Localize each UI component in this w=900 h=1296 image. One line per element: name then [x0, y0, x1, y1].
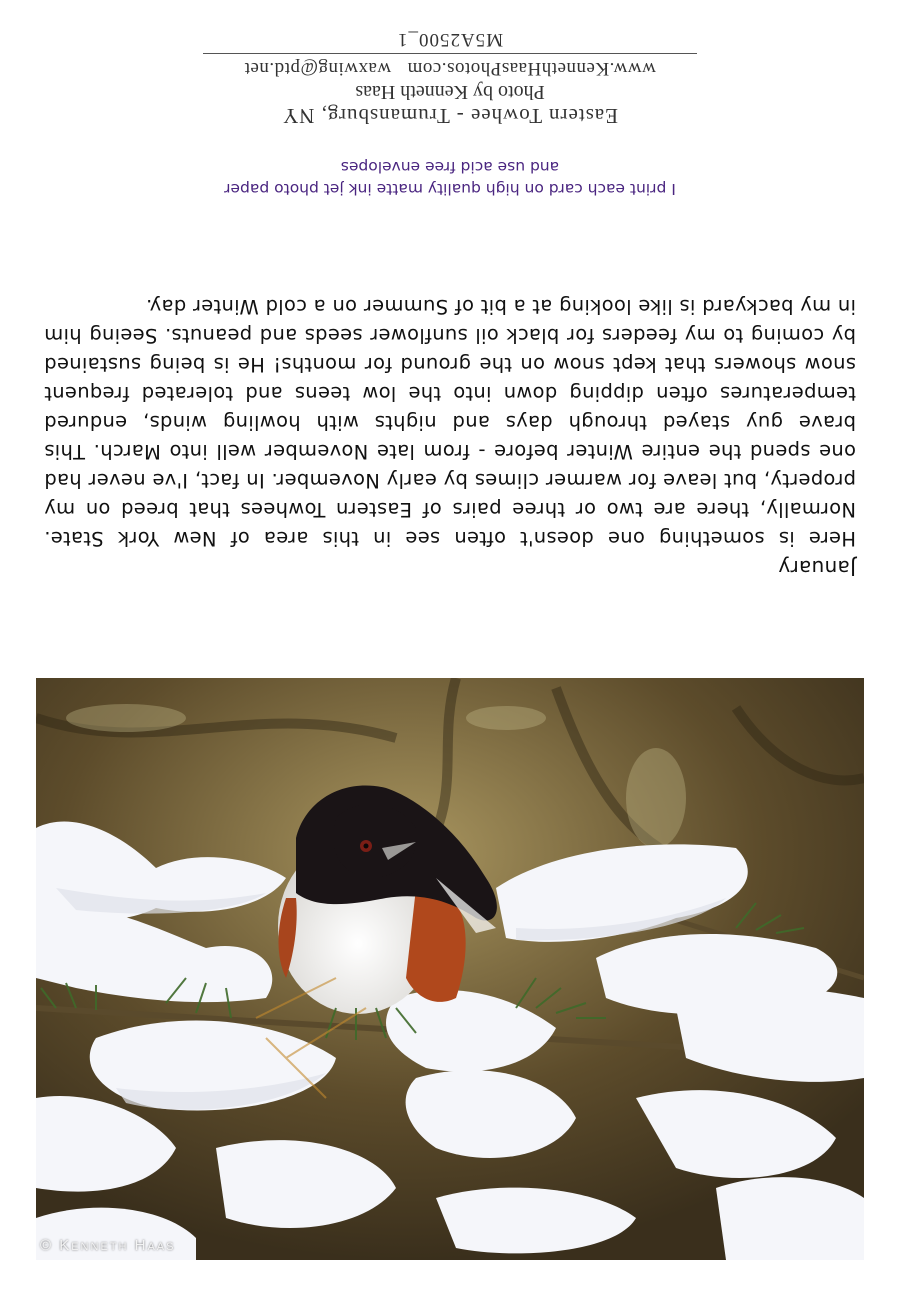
paper-note-line2: and use acid free envelopes: [340, 158, 560, 176]
website-text: www.KennethHaasPhotos.com: [407, 58, 656, 79]
photo-copyright: © Kenneth Haas: [40, 1237, 176, 1254]
card-message: [44, 292, 856, 582]
message-body: Here is something one doesn't often see in this area of New York State. Normally, there are two or three pairs of Eastern Towhees that breed on my property, but leave for warmer climes by early November. In fact, I've never had one spend the entire Winter before - from late November well into March. This brave guy stayed through days and nights with howling winds, endured temperatures often dipping down into the low teens and tolerated frequent snow showers that kept snow on the ground for months! He is being sustained by coming to my feeders for black oil sunflower seeds and peanuts. Seeing him in my backyard is like looking at a bit of Summer on a cold Winter day.: [44, 295, 856, 550]
paper-note: [0, 156, 900, 200]
contact-line: [0, 54, 900, 80]
month-label: January: [778, 556, 856, 580]
photo-illustration: [36, 678, 864, 1260]
towhee-photo: [36, 678, 864, 1260]
paper-note-line1: I print each card on high quality matte ink jet photo paper: [224, 180, 676, 198]
email-text: waxwing@ptd.net: [244, 58, 392, 79]
photo-title: Eastern Towhee - Trumansburg, NY: [282, 104, 618, 128]
photographer-credit: Photo by Kenneth Haas: [355, 81, 545, 103]
card-credits: [0, 27, 900, 128]
divider: [203, 53, 697, 54]
image-code: M5A2500_1: [396, 29, 504, 50]
